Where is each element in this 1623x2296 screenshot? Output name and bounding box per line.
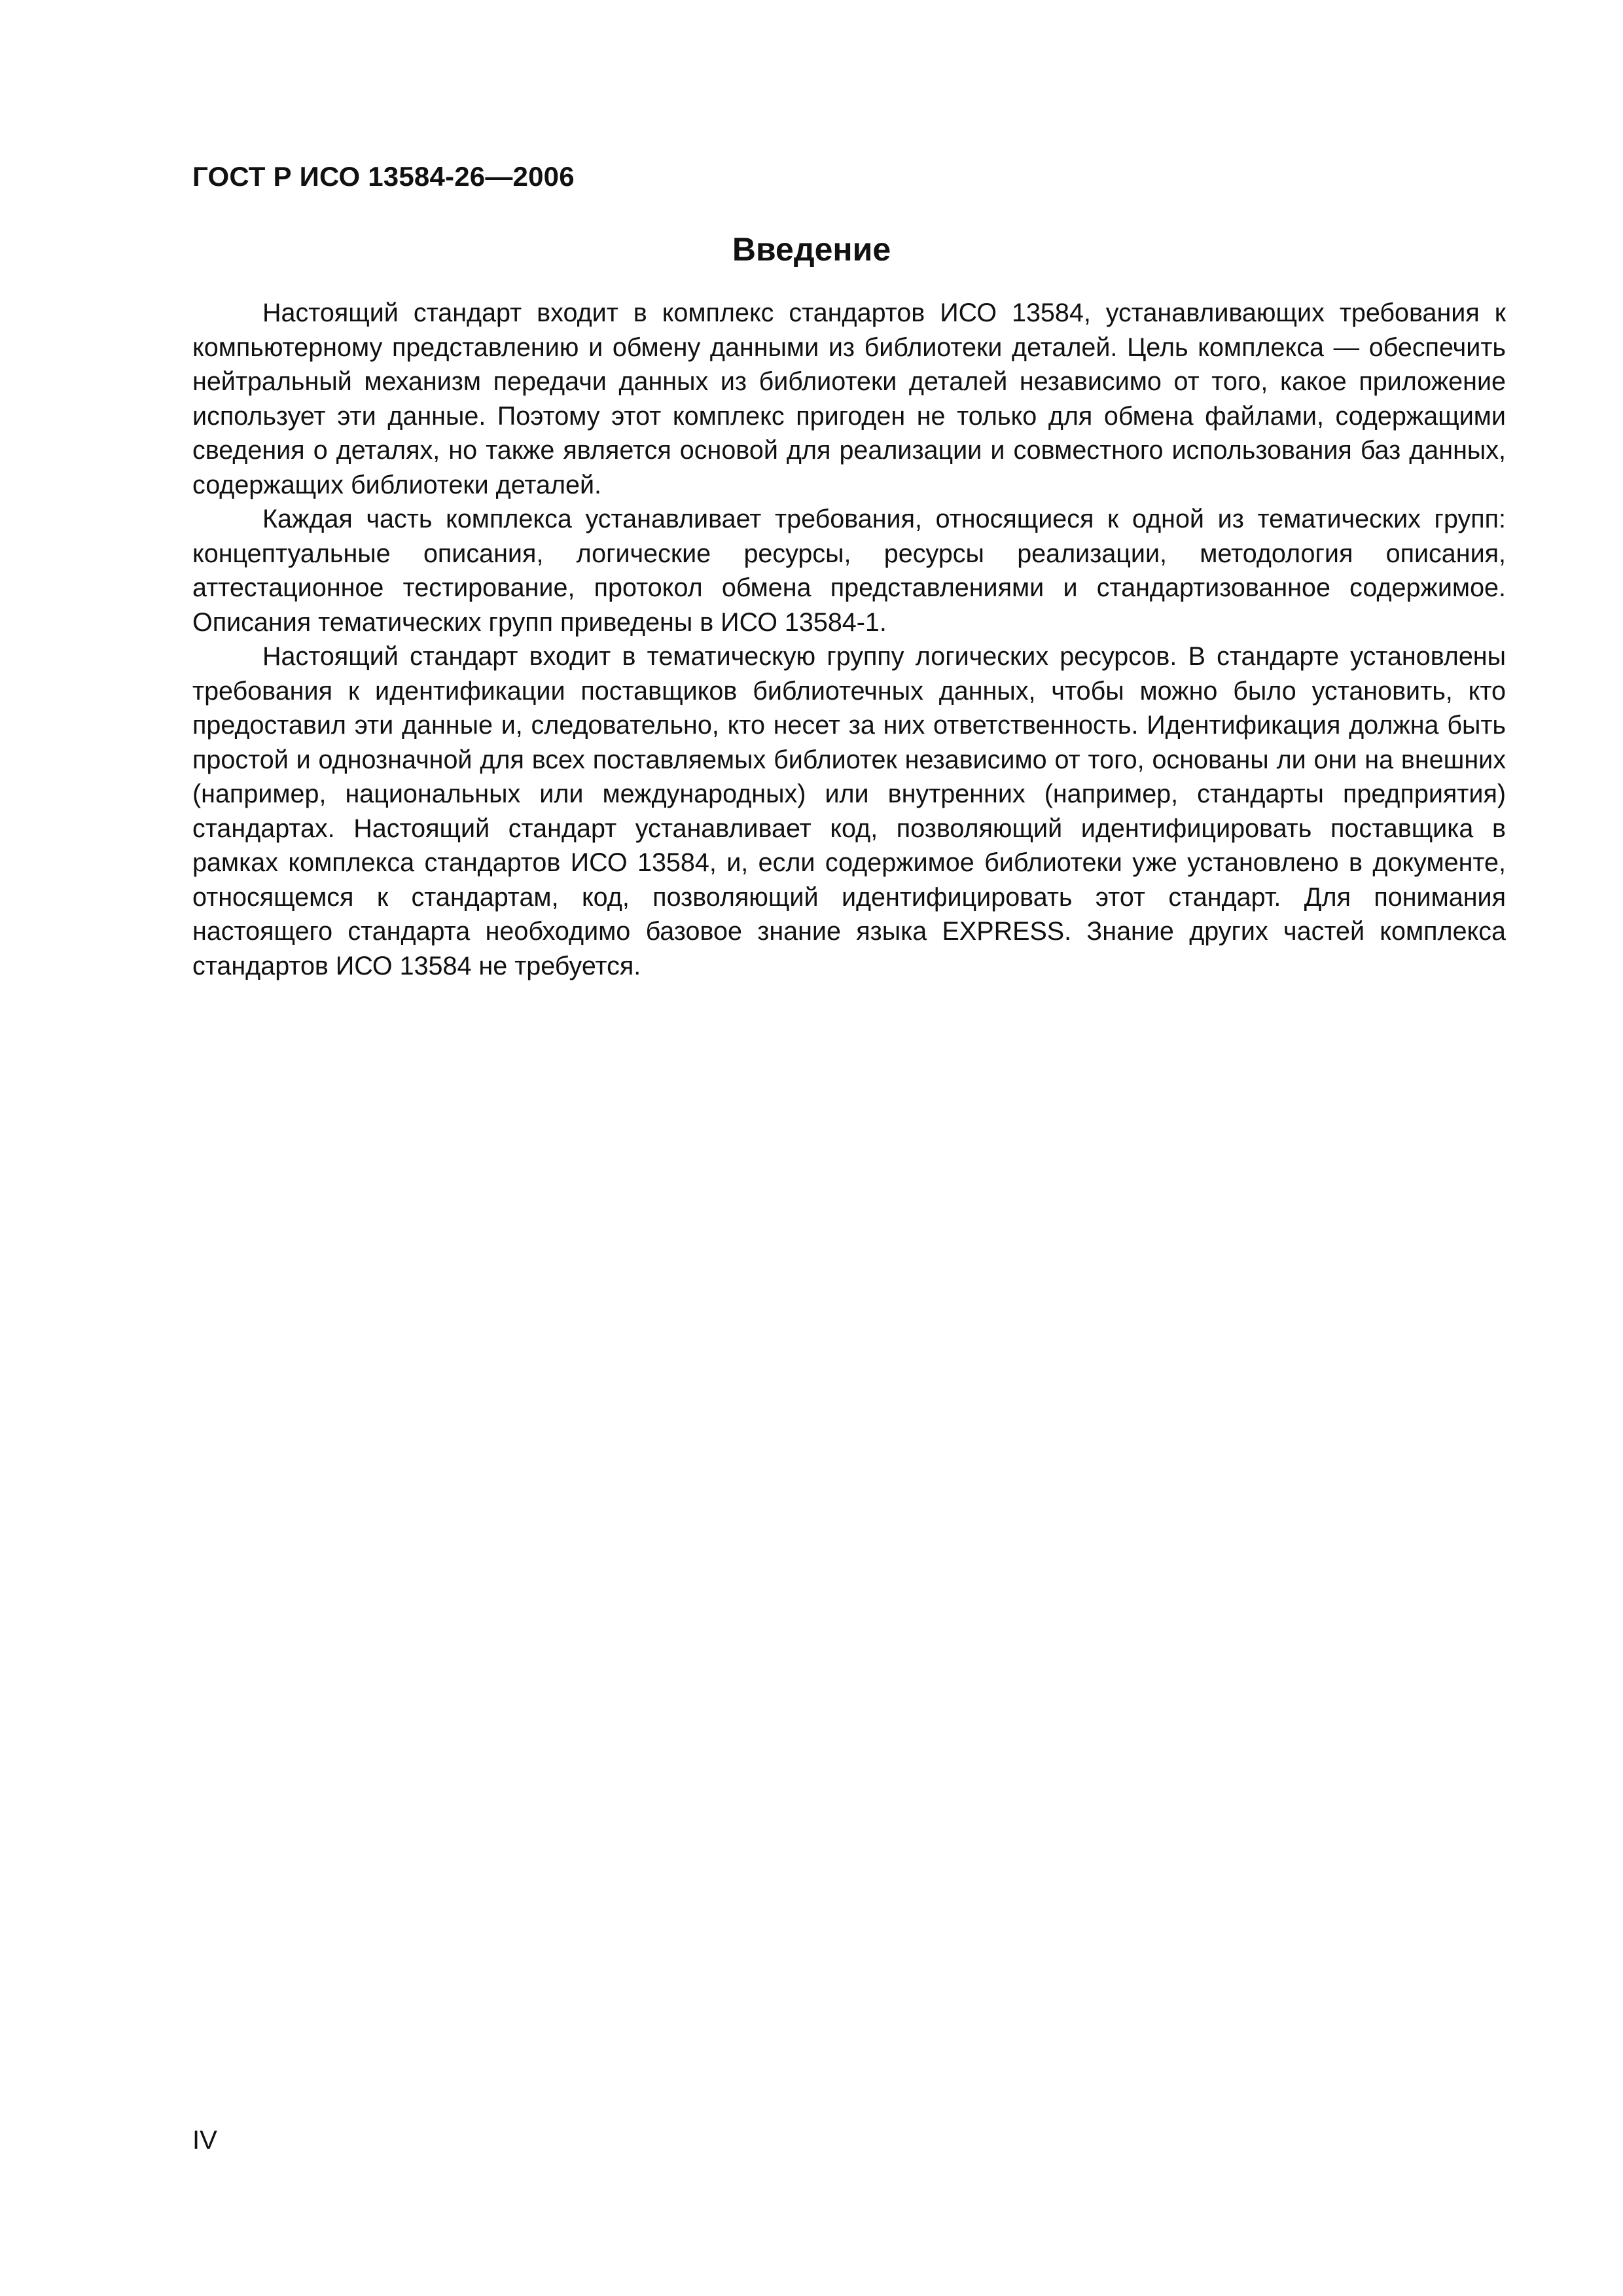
paragraph-2: Каждая часть комплекса устанавливает требования, относящиеся к одной из тематических групп: концептуальные описания, логические ресурсы, ресурсы реализации, методология описания, аттестационное тестирование, протокол обмена представлениями и стандартизованное содержимое. Описания тематических групп приведены в ИСО 13584-1. — [192, 505, 1506, 637]
section-title: Введение — [732, 231, 891, 268]
paragraph-1: Настоящий стандарт входит в комплекс стандартов ИСО 13584, устанавливающих требования к компьютерному представлению и обмену данными из библиотеки деталей. Цель комплекса — обеспечить нейтральный механизм передачи данных из библиотеки деталей независимо от того, какое приложение использует эти данные. Поэтому этот комплекс пригоден не только для обмена файлами, содержащими сведения о деталях, но также является основой для реализации и совместного использования баз данных, содержащих библиотеки деталей. — [192, 298, 1506, 499]
document-standard-id: ГОСТ Р ИСО 13584-26—2006 — [192, 161, 575, 192]
page-number: IV — [192, 2126, 217, 2155]
paragraph-3: Настоящий стандарт входит в тематическую группу логических ресурсов. В стандарте установлены требования к идентификации поставщиков библиотечных данных, чтобы можно было установить, кто предоставил эти данные и, следовательно, кто несет за них ответственность. Идентификация должна быть простой и однозначной для всех поставляемых библиотек независимо от того, основаны ли они на внешних (например, национальных или международных) или внутренних (например, стандарты предприятия) стандартах. Настоящий стандарт устанавливает код, позволяющий идентифицировать поставщика в рамках комплекса стандартов ИСО 13584, и, если содержимое библиотеки уже установлено в документе, относящемся к стандартам, код, позволяющий идентифицировать этот стандарт. Для понимания настоящего стандарта необходимо базовое знание языка EXPRESS. Знание других частей комплекса стандартов ИСО 13584 не требуется. — [192, 642, 1506, 980]
introduction-body — [192, 296, 1506, 983]
